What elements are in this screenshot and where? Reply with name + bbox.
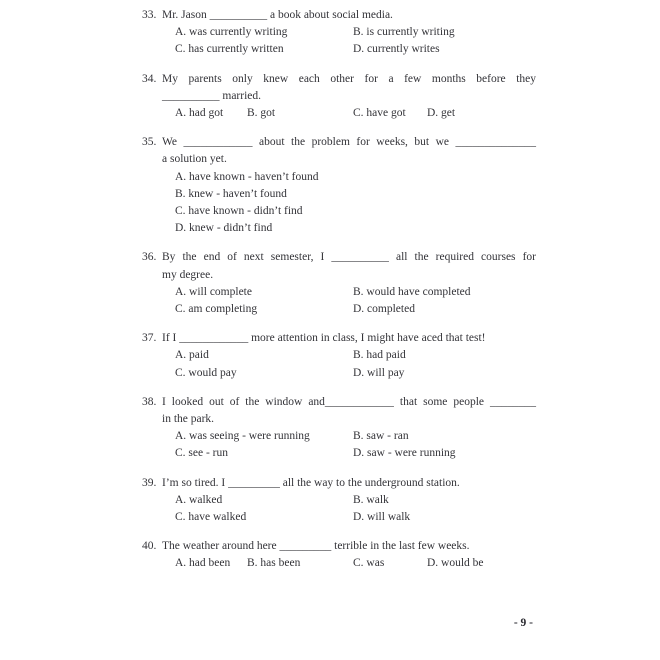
question-first-line [142,475,536,492]
question-block [142,134,536,237]
option-item: C. have known - didn’t find [175,205,303,218]
question-first-line [142,249,536,266]
question-text: We ____________ about the problem for weeks, but we ______________ [162,136,536,149]
option-item: D. will pay [353,366,405,379]
question-number: 37. [142,332,157,345]
question-number: 38. [142,395,157,408]
option-item: B. has been [247,557,301,570]
question-number: 35. [142,136,157,149]
options-group [142,169,536,238]
option-item: B. is currently writing [353,26,455,39]
question-first-line [142,71,536,88]
option-item: B. walk [353,493,389,506]
question-continuation-line: a solution yet. [162,153,227,166]
option-item: A. will complete [175,285,252,298]
option-item: B. knew - haven’t found [175,187,287,200]
options-group [142,347,536,381]
question-text: By the end of next semester, I __________ all the required courses for [162,251,536,264]
question-continuation-line: __________ married. [162,89,262,102]
option-item: B. saw - ran [353,430,409,443]
question-text: The weather around here _________ terrible in the last few weeks. [162,540,470,553]
question-block [142,475,536,527]
question-text: Mr. Jason __________ a book about social media. [162,9,393,21]
question-block [142,7,536,59]
options-group [142,284,536,318]
question-number: 39. [142,476,157,489]
question-first-line [142,7,536,24]
option-item: C. was [353,557,385,570]
option-item: C. am completing [175,303,258,316]
option-item: B. got [247,107,276,120]
option-item: A. have known - haven’t found [175,170,319,183]
page-number: - 9 - [513,617,533,629]
question-block [142,394,536,463]
option-item: D. get [427,107,456,120]
question-first-line [142,538,536,555]
options-group [142,105,536,122]
option-item: D. knew - didn’t find [175,222,273,235]
option-item: A. had been [175,557,231,570]
option-item: A. walked [175,493,223,506]
question-continuation-line: in the park. [162,413,215,426]
option-item: B. had paid [353,349,406,362]
question-number: 34. [142,72,157,85]
question-block [142,330,536,382]
question-text: I’m so tired. I _________ all the way to the underground station. [162,476,460,489]
option-item: D. completed [353,303,415,316]
question-continuation-line: my degree. [162,268,214,281]
options-group [142,555,536,572]
question-first-line [142,330,536,347]
option-item: A. paid [175,349,209,362]
option-item: D. saw - were running [353,447,456,460]
question-number: 40. [142,540,157,553]
options-group [142,428,536,462]
option-item: C. have got [353,107,406,120]
question-first-line [142,134,536,151]
question-text: If I ____________ more attention in class, I might have aced that test! [162,332,486,345]
question-list [142,7,536,585]
question-text: My parents only knew each other for a few months before they [162,72,536,85]
option-item: A. was currently writing [175,26,288,39]
question-number: 36. [142,251,157,264]
option-item: B. would have completed [353,285,471,298]
question-first-line [142,394,536,411]
option-item: D. will walk [353,511,411,524]
option-item: D. would be [427,557,484,570]
question-block [142,71,536,123]
options-group [142,492,536,526]
option-item: D. currently writes [353,43,440,56]
option-item: C. have walked [175,511,247,524]
question-text: I looked out of the window and____________ that some people ________ [162,395,536,408]
option-item: C. has currently written [175,43,284,56]
question-number: 33. [142,9,157,21]
question-block [142,538,536,572]
options-group [142,24,536,58]
question-block [142,249,536,318]
option-item: A. was seeing - were running [175,430,310,443]
option-item: C. see - run [175,447,229,460]
option-item: C. would pay [175,366,237,379]
option-item: A. had got [175,107,224,120]
